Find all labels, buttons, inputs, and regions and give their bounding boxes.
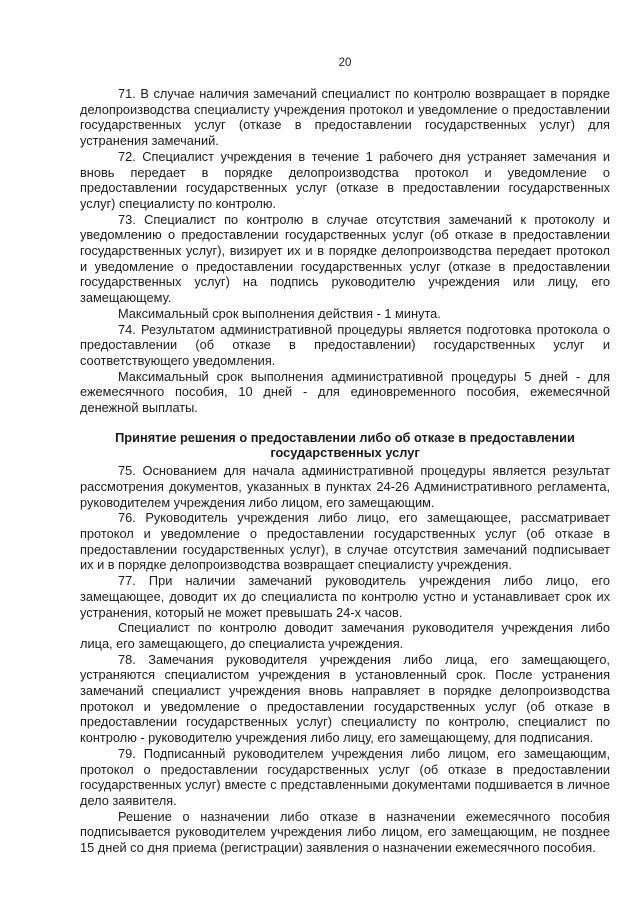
paragraph-max-term-action: Максимальный срок выполнения действия - 1 минута. bbox=[118, 305, 441, 321]
section-heading: Принятие решения о предоставлении либо об отказе в предоставлении государственных услуг bbox=[115, 429, 575, 461]
paragraph-71: 71. В случае наличия замечаний специалист по контролю возвращает в порядке делопроизводства специалисту учреждения протокол и уведомление о предоставлении государственных услуг (отказе в предоставлении государственных услуг) для устранения замечаний. bbox=[80, 86, 610, 149]
paragraphs-after-heading bbox=[80, 463, 610, 856]
paragraph-max-term-procedure: Максимальный срок выполнения административной процедуры 5 дней - для ежемесячного пособия, 10 дней - для единовременного пособия, ежемесячной денежной выплаты. bbox=[80, 368, 610, 416]
paragraph-control-specialist: Специалист по контролю доводит замечания руководителя учреждения либо лица, его замещающего, до специалиста учреждения. bbox=[80, 620, 610, 651]
paragraph-79: 79. Подписанный руководителем учреждения либо лицом, его замещающим, протокол о предоставлении государственных услуг (об отказе в предоставлении государственных услуг) вместе с представленными документами подшивается в личное дело заявителя. bbox=[80, 745, 610, 808]
paragraph-74: 74. Результатом административной процедуры является подготовка протокола о предоставлении (об отказе в предоставлении) государственных услуг и соответствующего уведомления. bbox=[80, 321, 610, 368]
paragraph-76: 76. Руководитель учреждения либо лицо, его замещающее, рассматривает протокол и уведомление о предоставлении государственных услуг (об отказе в предоставлении государственных услуг), в случае отсутствия замечаний подписывает их и в порядке делопроизводства возвращает специалисту учреждения. bbox=[80, 510, 610, 573]
paragraph-decision: Решение о назначении либо отказе в назначении ежемесячного пособия подписывается руководителем учреждения либо лицом, его замещающим, не позднее 15 дней со дня приема (регистрации) заявления о назначении ежемесячного пособия. bbox=[80, 808, 610, 856]
paragraph-72: 72. Специалист учреждения в течение 1 рабочего дня устраняет замечания и вновь передает в порядке делопроизводства протокол и уведомление о предоставлении государственных услуг (отказе в предоставлении государственных услуг) специалисту по контролю. bbox=[80, 148, 610, 211]
page-number: 20 bbox=[338, 57, 352, 69]
paragraphs-before-heading bbox=[80, 86, 610, 416]
paragraph-78: 78. Замечания руководителя учреждения либо лица, его замещающего, устраняются специалистом учреждения в установленный срок. После устранения замечаний специалист учреждения вновь направляет в порядке делопроизводства протокол и уведомление о предоставлении государственных услуг (об отказе в предоставлении государственных услуг) специалисту по контролю, специалист по контролю - руководителю учреждения либо лицу, его замещающему, для подписания. bbox=[80, 651, 610, 746]
paragraph-75: 75. Основанием для начала административной процедуры является результат рассмотрения документов, указанных в пунктах 24-26 Административного регламента, руководителем учреждения либо лицом, его замещающим. bbox=[80, 463, 610, 510]
paragraph-73: 73. Специалист по контролю в случае отсутствия замечаний к протоколу и уведомлению о предоставлении государственных услуг (об отказе в предоставлении государственных услуг), визирует их и в порядке делопроизводства передает протокол и уведомление о предоставлении государственных услуг (отказе в предоставлении государственных услуг) на подпись руководителю учреждения или лицу, его замещающему. bbox=[80, 211, 610, 306]
paragraph-77: 77. При наличии замечаний руководитель учреждения либо лицо, его замещающее, доводит их до специалиста по контролю устно и устанавливает срок их устранения, который не может превышать 24-х часов. bbox=[80, 573, 610, 620]
